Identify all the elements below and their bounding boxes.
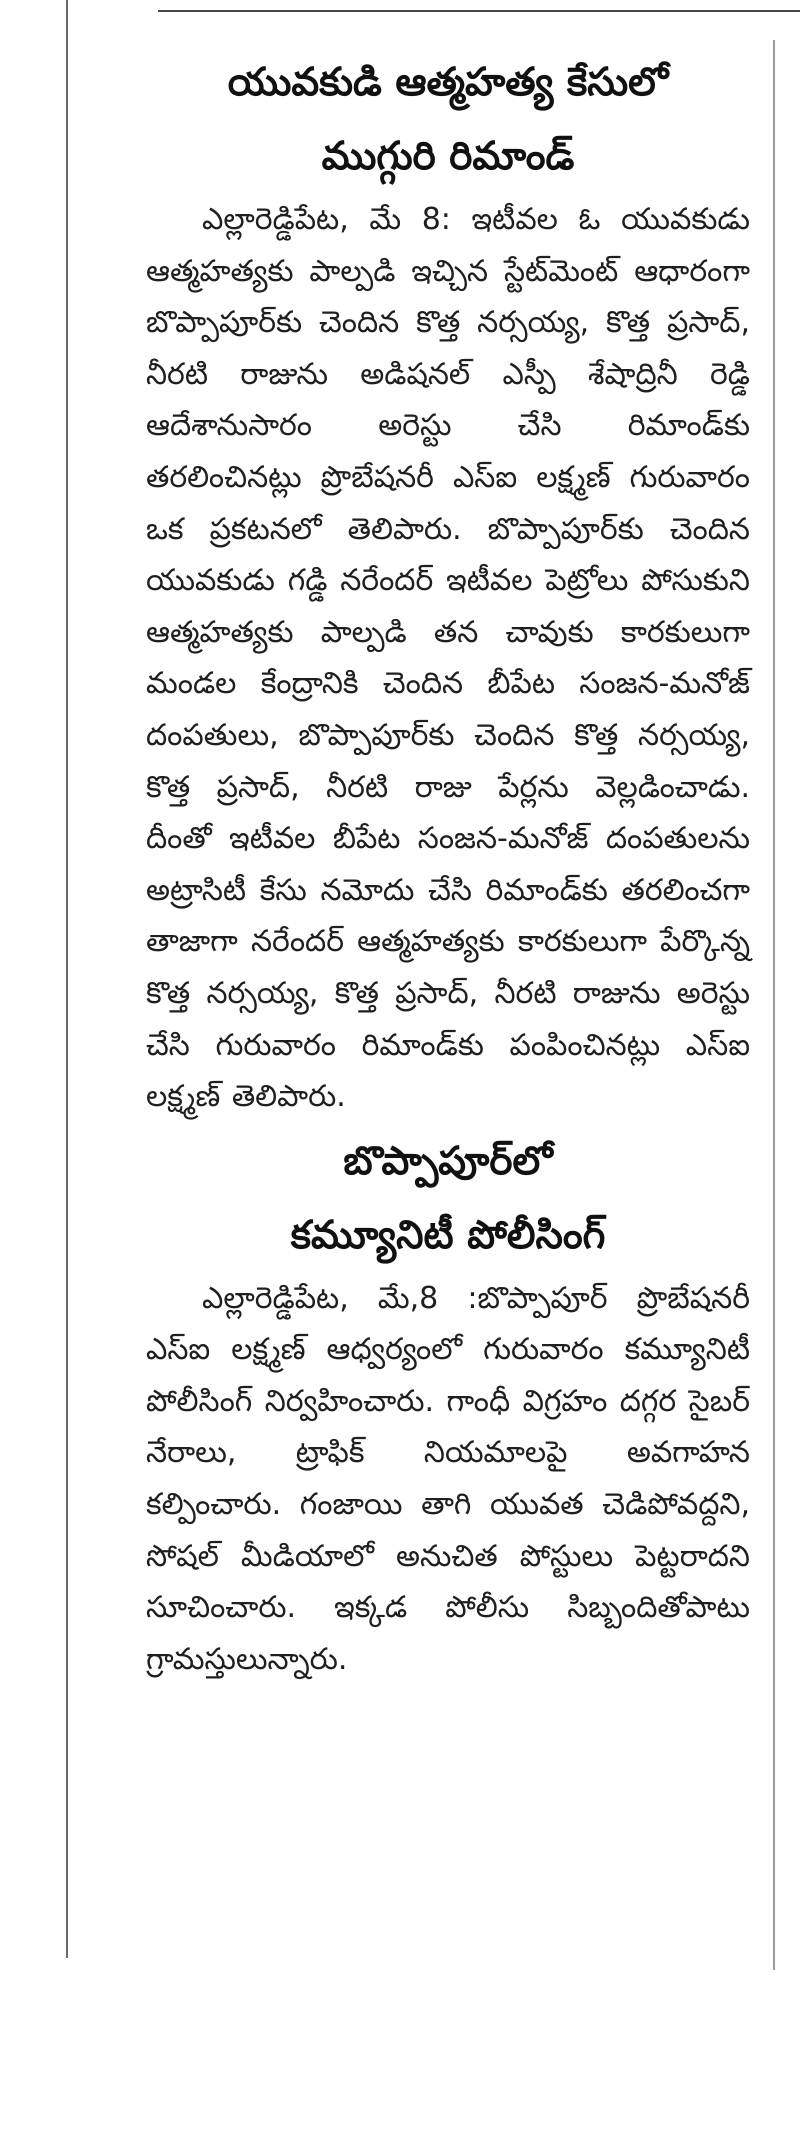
article-remand-headline-line1: యువకుడి ఆత్మహత్య కేసులో: [227, 60, 669, 105]
article-community-policing: [146, 1125, 750, 1686]
article-remand: [146, 46, 750, 1123]
article-remand-body: ఎల్లారెడ్డిపేట, మే 8: ఇటీవల ఓ యువకుడు ఆత్మహత్యకు పాల్పడి ఇచ్చిన స్టేట్‌మెంట్ ఆధారంగా బొప్పాపూర్‌కు చెందిన కొత్త నర్సయ్య, కొత్త ప్రసాద్, నీరటి రాజును అడిషనల్ ఎస్పీ శేషాద్రినీ రెడ్డి ఆదేశానుసారం అరెస్టు చేసి రిమాండ్‌కు తరలించినట్లు ప్రొబేషనరీ ఎస్ఐ లక్ష్మణ్ గురువారం ఒక ప్రకటనలో తెలిపారు. బొప్పాపూర్‌కు చెందిన యువకుడు గడ్డి నరేందర్ ఇటీవల పెట్రోలు పోసుకుని ఆత్మహత్యకు పాల్పడి తన చావుకు కారకులుగా మండల కేంద్రానికి చెందిన బీపేట సంజన-మనోజ్ దంపతులు, బొప్పాపూర్‌కు చెందిన కొత్త నర్సయ్య, కొత్త ప్రసాద్, నీరటి రాజు పేర్లను వెల్లడించాడు. దీంతో ఇటీవల బీపేట సంజన-మనోజ్ దంపతులను అట్రాసిటీ కేసు నమోదు చేసి రిమాండ్‌కు తరలించగా తాజాగా నరేందర్ ఆత్మహత్యకు కారకులుగా పేర్కొన్న కొత్త నర్సయ్య, కొత్త ప్రసాద్, నీరటి రాజును అరెస్టు చేసి గురువారం రిమాండ్‌కు పంపించినట్లు ఎస్ఐ లక్ష్మణ్ తెలిపారు.: [146, 202, 750, 1115]
right-column-rule: [773, 40, 775, 1970]
article-remand-headline: [146, 46, 750, 194]
article-policing-headline: [146, 1125, 750, 1273]
article-policing-headline-line1: బొప్పాపూర్‌లో: [343, 1138, 553, 1184]
article-remand-headline-line2: ముగ్గురి రిమాండ్: [321, 134, 575, 179]
article-policing-headline-line2: కమ్యూనిటీ పోలీసింగ్: [290, 1212, 606, 1258]
news-column: [146, 46, 750, 1685]
article-policing-body: ఎల్లారెడ్డిపేట, మే,8 :బొప్పాపూర్ ప్రొబేషనరీ ఎస్ఐ లక్ష్మణ్ ఆధ్వర్యంలో గురువారం కమ్యూనిటీ పోలీసింగ్ నిర్వహించారు. గాంధీ విగ్రహం దగ్గర సైబర్ నేరాలు, ట్రాఫిక్ నియమాలపై అవగాహన కల్పించారు. గంజాయి తాగి యువత చెడిపోవద్దని, సోషల్ మీడియాలో అనుచిత పోస్టులు పెట్టరాదని సూచించారు. ఇక్కడ పోలీసు సిబ్బందితోపాటు గ్రామస్తులున్నారు.: [146, 1280, 750, 1677]
top-column-rule: [158, 10, 800, 12]
left-column-rule: [66, 0, 68, 1958]
